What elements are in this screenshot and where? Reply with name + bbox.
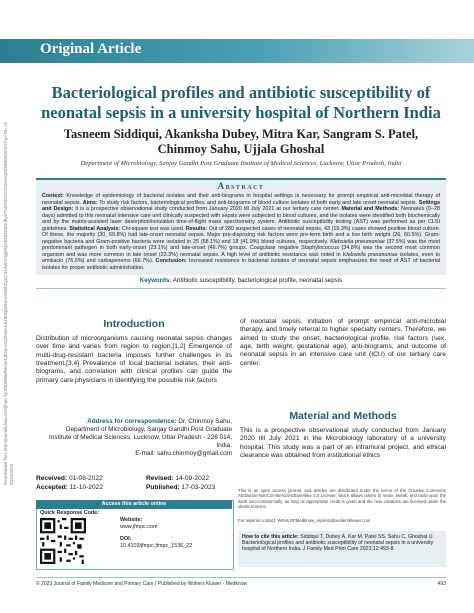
footer-divider xyxy=(36,577,446,578)
correspondence-name: Dr. Chinmoy Sahu, xyxy=(178,418,232,425)
abstract-design-label: Settings and Design: xyxy=(42,199,441,213)
abstract-results-3: isolates, even to amikacin (76.5%) and carbapenems (66.7%). xyxy=(42,251,440,265)
footer-copyright: © 2023 Journal of Family Medicine and Primary Care | Published by Wolters Kluwer - Medknow xyxy=(36,581,248,587)
keywords-line xyxy=(36,277,446,289)
abstract-stats: Chi-square test was used. xyxy=(121,225,185,232)
abstract-results: Out of 280 suspected cases of neonatal sepsis, 43 (15.3%) cases showed positive blood culture. Of these, the majority (30, 69.8%) had late-onset neonatal sepsis. Major pre-disposing risk factors were pre-term birth and a low birth weight (26, 60.5%). Gram-negative bacteria and Gram-positive bacteria were isolated in 25 (58.1%) and 18 (41.9%) blood cultures, respectively. xyxy=(42,225,441,245)
methods-heading: Material and Methods xyxy=(289,410,397,422)
received-label: Received: xyxy=(36,475,68,482)
abstract-results-label: Results: xyxy=(185,225,208,232)
published-date: 17-03-2023 xyxy=(181,484,216,491)
citation-body: Siddiqui T, Dubey A, Kar M, Patel SS, Sahu C, Ghoshal U. Bacteriological profiles and antibiotic susceptibility of neonatal sepsis in a university hospital of Northern India. J Family Med Prim Care 2023;12:493-8. xyxy=(242,534,434,553)
abstract-aims: To study risk factors, bacteriological profiles, and anti-biograms of blood culture isolates of both early and late onset neonatal sepsis. xyxy=(99,199,418,206)
abstract-results-2: (37.5%) was the most predominant pathogen in both early-onset (23.1%) and late-onset (46.7%) groups. Coagulase negative Staphylococcus (34.8%) was the second most common organism and was more common in late onset (23.3%) neonatal sepsis. A high level of antibiotic resistance was noted in xyxy=(42,238,440,258)
abstract-context-label: Context: xyxy=(42,193,64,199)
qr-label: Quick Response Code: xyxy=(40,510,100,516)
access-online-heading: Access this article online xyxy=(36,500,232,509)
page-number: 493 xyxy=(437,581,446,587)
abstract-results-organism-2: Klebsiella pneumoniae xyxy=(342,251,398,258)
author-line-1: Tasneem Siddiqui, Akanksha Dubey, Mitra Kar, Sangram S. Patel, xyxy=(63,127,419,141)
keywords-text: Antibiotic susceptibility, bacteriological profile, neonatal sepsis xyxy=(172,277,343,284)
abstract-methods-label: Material and Methods: xyxy=(341,206,400,213)
qr-code-icon[interactable] xyxy=(40,518,86,564)
published-label: Published: xyxy=(146,484,180,491)
abstract-methods: Neonates (0–28 days) admitted to this neonatal intensive care unit clinically suspected with sepsis were subjected to blood cultures, and the isolates were identified both biochemically and by the matrix-assisted laser desorption/ionization time-of-flight mass spectrometry system. Antibiotic susceptibility testing (AST) was performed as per CLSI guidelines. xyxy=(42,206,440,232)
abstract-stats-label: Statistical Analysis: xyxy=(69,225,121,232)
methods-text: This is a prospective observational study conducted from January 2020 till July 2021 in the Microbiology laboratory of a university hospital. This study was a part of an intramural project, and ethical clearance was obtained from institutional ethics xyxy=(240,427,446,460)
citation-label: How to cite this article: xyxy=(242,534,299,540)
author-list xyxy=(36,127,446,157)
revised-date: 14-09-2022 xyxy=(175,475,210,482)
accepted-label: Accepted: xyxy=(36,484,68,491)
doi-label: DOI: xyxy=(120,536,132,543)
article-title: Bacteriological profiles and antibiotic susceptibility of neonatal sepsis in a university hospital of Northern India xyxy=(41,83,441,122)
intro-continued-text: of neonatal sepsis, initiation of prompt empirical anti-microbial therapy, and timely referral to higher specialty centers. Therefore, we aimed to study the onset, bacteriological profile, risk factors (sex, age, birth weight, gestational age), anti-biograms, and outcome of neonatal sepsis in an intensive care unit (ICU) of our tertiary care center. xyxy=(240,318,446,367)
website-link[interactable]: www.jfmpc.com xyxy=(120,523,158,530)
download-watermark-note: Downloaded from http://journals.lww.com/jfmpc by BhDMf5ePHKav1zEoum1tQfN4a+kJLhEZgbsIHo4XMi0hCywCX1AWnYQp/IlQrHD3i3D0OdRyi7TvSFl4Cf3VC4/OAVpDDa8KKGKV0Ymy+78= on 03/23/2023 xyxy=(3,121,14,485)
keywords-label: Keywords: xyxy=(139,277,172,284)
reprints-note: For reprints contact: WKHLRPMedknow_reprints@wolterskluwer.com xyxy=(238,518,371,523)
correspondence-line-2: Department of Microbiology, Sanjay Gandhi Post Graduate xyxy=(65,426,232,433)
affiliation: Department of Microbiology, Sanjay Gandhi Post Graduate Institute of Medical Sciences, Lucknow, Uttar Pradesh, India xyxy=(80,160,402,167)
correspondence-email[interactable]: E-mail: sahu.chinmoy@gmail.com xyxy=(135,450,232,457)
abstract-conclusion: Increased resistance in bacterial isolates of neonatal sepsis emphasizes the need of AST of bacterial isolates for proper antibiotic administration. xyxy=(42,258,441,272)
abstract-results-organism: Klebsiella pneumoniae xyxy=(330,238,385,245)
accepted-date: 11-10-2022 xyxy=(69,484,103,491)
correspondence-line-4: India. xyxy=(216,442,232,449)
received-date: 01-08-2022 xyxy=(69,475,103,482)
correspondence-line-1 xyxy=(36,418,232,426)
abstract-context: Knowledge of epidemiology of bacterial isolates and their anti-biograms in hospital settings is necessary for prompt empirical anti-microbial therapy of neonatal sepsis. xyxy=(42,193,440,206)
abstract-aims-label: Aims: xyxy=(82,199,98,206)
correspondence-label: Address for correspondence: xyxy=(87,418,177,425)
introduction-heading: Introduction xyxy=(103,318,165,330)
abstract-heading: Abstract xyxy=(217,181,265,191)
license-note: This is an open access journal, and articles are distributed under the terms of the Creative Commons Attribution-NonCommercial-ShareAlike 4.0 License, which allows others to remix, tweak, and build upon the work non-commercially, as long as appropriate credit is given and the new creations are licensed under the identical terms. xyxy=(238,488,446,510)
article-type-label: Original Article xyxy=(40,41,142,57)
article-dates xyxy=(36,474,232,492)
article-type-banner xyxy=(0,39,474,63)
introduction-text: Distribution of microorganisms causing neonatal sepsis changes over time and varies from region to region.[1,2] Emergence of multi-drug-resistant bacteria imposes further challenges in its treatment.[3,4] Prevalence of local bacterial isolates, their anti-biograms, and correlation with clinical profiles can guide the primary care physicians in identifying the possible risk factors xyxy=(36,335,232,384)
abstract-conclusion-label: Conclusion: xyxy=(155,258,187,265)
website-label: Website: xyxy=(120,517,143,523)
author-line-2: Chinmoy Sahu, Ujjala Ghoshal xyxy=(157,142,325,156)
correspondence-line-3: Institute of Medical Sciences, Lucknow, Uttar Pradesh - 226 014, xyxy=(49,434,232,441)
revised-label: Revised: xyxy=(146,475,174,482)
abstract-body xyxy=(42,193,440,272)
doi-link[interactable]: 10.4103/jfmpc.jfmpc_1536_22 xyxy=(120,542,193,549)
website-block xyxy=(120,517,230,549)
abstract-design: It is a prospective observational study conducted from January 2020 till July 2021 at our tertiary care center. xyxy=(75,206,340,213)
citation-text xyxy=(242,534,442,553)
correspondence-block xyxy=(36,418,232,458)
